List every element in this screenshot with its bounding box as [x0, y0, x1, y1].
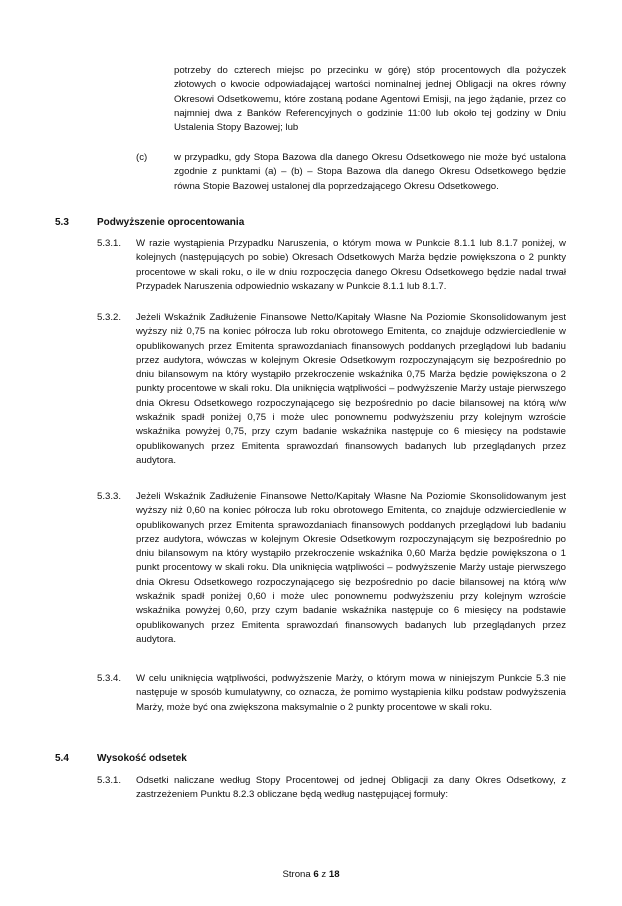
- footer-separator: z: [318, 869, 329, 880]
- footer-current-page: 6: [313, 869, 319, 880]
- item-c-paragraph: w przypadku, gdy Stopa Bazowa dla danego Okresu Odsetkowego nie może być ustalona zgodnie z punktami (a) – (b) – Stopa Bazowa dla danego Okresu Odsetkowego będzie równa Stopie Bazowej ustalonej dla poprzedzającego Okresu Odsetkowego.: [174, 152, 566, 192]
- clause-5-3-4-number: 5.3.4.: [97, 673, 122, 684]
- clause-5-3-1-text: W razie wystąpienia Przypadku Naruszenia, o którym mowa w Punkcie 8.1.1 lub 8.1.7 poniżej, w kolejnych (następujących po sobie) Okresach Odsetkowych Marża będzie powiększona o 2 punkty procentowe w skali roku, o ile w dniu rozpoczęcia danego Okresu Odsetkowego będzie nadal trwał Przypadek Naruszenia odpowiednio wskazany w Punkcie 8.1.1 lub 8.1.7.: [136, 238, 566, 292]
- clause-5-4-1-text: Odsetki naliczane według Stopy Procentowej od jednej Obligacji za dany Okres Odsetkowy, z zastrzeżeniem Punktu 8.2.3 obliczane będą według następującej formuły:: [136, 775, 566, 801]
- clause-5-3-1-number: 5.3.1.: [97, 238, 122, 249]
- section-5-3-number: 5.3: [55, 217, 69, 228]
- clause-5-3-3-text: Jeżeli Wskaźnik Zadłużenie Finansowe Netto/Kapitały Własne Na Poziomie Skonsolidowanym jest wyższy niż 0,60 na koniec półrocza lub roku obrotowego Emitenta, co znajduje odzwierciedlenie w opublikowanych przez Emitenta sprawozdaniach finansowych poddanych przeglądowi lub badaniu przez audytora, wówczas w kolejnym Okresie Odsetkowym rozpoczynającym się bezpośrednio po dniu bilansowym na który wystąpiło przekroczenie wskaźnika 0,60 Marża będzie powiększona o 1 punkt procentowy w skali roku. Dla uniknięcia wątpliwości – podwyższenie Marży ustaje pierwszego dnia Okresu Odsetkowego rozpoczynającego się bezpośrednio po dacie bilansowej na którą w/w wskaźnik spadł poniżej 0,60 i może ulec ponownemu podwyższeniu przy kolejnym wzroście wskaźnika powyżej 0,60, przy czym badanie wskaźnika następuje co 6 miesięcy na podstawie opublikowanych przez Emitenta sprawozdań finansowych badanych lub przeglądanych przez audytora.: [136, 491, 566, 645]
- section-5-3-title: Podwyższenie oprocentowania: [97, 217, 245, 228]
- footer-total-pages: 18: [328, 869, 340, 880]
- intro-paragraph: potrzeby do czterech miejsc po przecinku w górę) stóp procentowych dla pożyczek złotowych o kwocie odpowiadającej wartości nominalnej jednej Obligacji na okres równy Okresowi Odsetkowemu, które zostaną podane Agentowi Emisji, na jego żądanie, przez co najmniej dwa z Banków Referencyjnych o godzinie 11:00 lub około tej godziny w Dniu Ustalenia Stopy Bazowej; lub: [174, 65, 566, 134]
- clause-5-3-2-number: 5.3.2.: [97, 312, 122, 323]
- item-c-label: (c): [136, 152, 148, 163]
- clause-5-4-1-number: 5.3.1.: [97, 775, 122, 786]
- section-5-4-number: 5.4: [55, 753, 69, 764]
- clause-5-3-2-text: Jeżeli Wskaźnik Zadłużenie Finansowe Netto/Kapitały Własne Na Poziomie Skonsolidowanym jest wyższy niż 0,75 na koniec półrocza lub roku obrotowego Emitenta, co znajduje odzwierciedlenie w opublikowanych przez Emitenta sprawozdaniach finansowych poddanych przeglądowi lub badaniu przez audytora, wówczas w kolejnym Okresie Odsetkowym rozpoczynającym się bezpośrednio po dniu bilansowym na który wystąpiło przekroczenie wskaźnika 0,75 Marża będzie powiększona o 2 punkty procentowe w skali roku. Dla uniknięcia wątpliwości – podwyższenie Marży ustaje pierwszego dnia Okresu Odsetkowego rozpoczynającego się bezpośrednio po dacie bilansowej na którą w/w wskaźnik spadł poniżej 0,75 i może ulec ponownemu podwyższeniu przy kolejnym wzroście wskaźnika powyżej 0,75, przy czym badanie wskaźnika następuje co 6 miesięcy na podstawie opublikowanych przez Emitenta sprawozdań finansowych badanych lub przeglądanych przez audytora.: [136, 312, 566, 466]
- page-footer: [0, 869, 622, 880]
- footer-prefix: Strona: [282, 869, 314, 880]
- clause-5-3-3-number: 5.3.3.: [97, 491, 122, 502]
- clause-5-3-4-text: W celu uniknięcia wątpliwości, podwyższenie Marży, o którym mowa w niniejszym Punkcie 5.3 nie następuje w sposób kumulatywny, co oznacza, że pomimo wystąpienia kilku podstaw podwyższenia Marży, może być ona zwiększona maksymalnie o 2 punkty procentowe w skali roku.: [136, 673, 566, 713]
- section-5-4-title: Wysokość odsetek: [97, 753, 187, 764]
